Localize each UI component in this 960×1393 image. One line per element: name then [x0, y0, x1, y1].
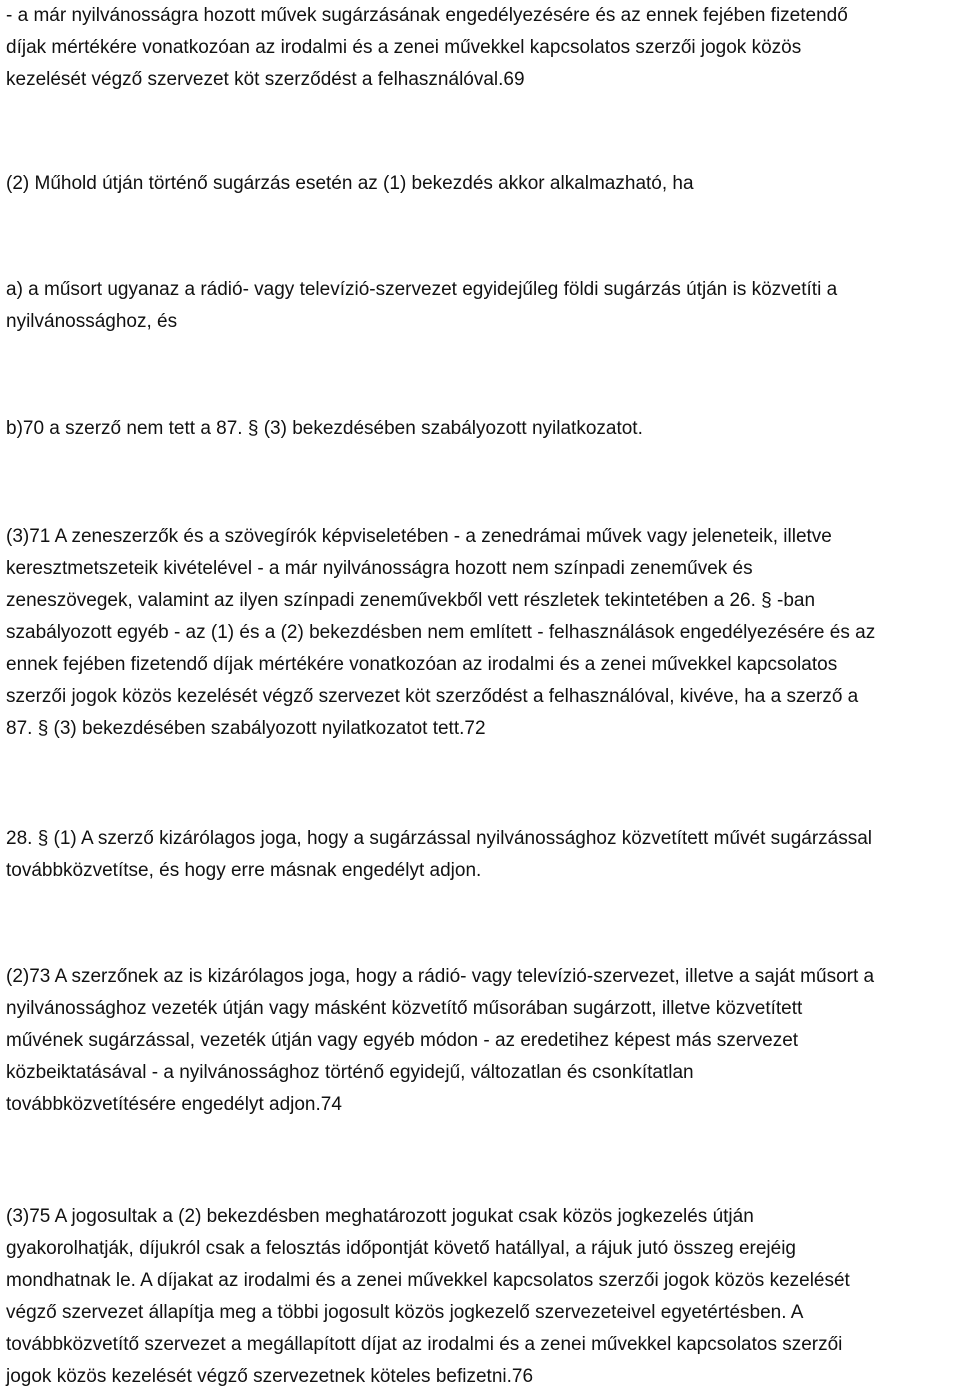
text-line: 28. § (1) A szerző kizárólagos joga, hogy a sugárzással nyilvánossághoz közvetített művét sugárzással — [6, 828, 873, 849]
text-line: ennek fejében fizetendő díjak mértékére vonatkozóan az irodalmi és a zenei művekkel kapcsolatos — [6, 654, 838, 675]
paragraph-28 — [6, 823, 958, 887]
text-line: - a már nyilvánosságra hozott művek sugárzásának engedélyezésére és az ennek fejében fizetendő — [6, 5, 848, 26]
text-line: (3)71 A zeneszerzők és a szövegírók képviseletében - a zenedrámai művek vagy jeleneteik, illetve — [6, 526, 832, 547]
text-line: szabályozott egyéb - az (1) és a (2) bekezdésben nem említett - felhasználások engedélyezésére és az — [6, 622, 876, 643]
text-line: közbeiktatásával - a nyilvánossághoz történő egyidejű, változatlan és csonkítatlan — [6, 1062, 694, 1083]
text-line: továbbközvetítésére engedélyt adjon.74 — [6, 1094, 342, 1115]
paragraph-28-2 — [6, 961, 958, 1121]
text-line: nyilvánossághoz, és — [6, 311, 178, 332]
text-line: (2) Műhold útján történő sugárzás esetén az (1) bekezdés akkor alkalmazható, ha — [6, 173, 694, 194]
paragraph-b — [6, 413, 958, 445]
paragraph-continuation — [6, 0, 958, 96]
text-line: szerzői jogok közös kezelését végző szervezet köt szerződést a felhasználóval, kivéve, ha a szerző a — [6, 686, 859, 707]
text-line: továbbközvetítő szervezet a megállapított díjat az irodalmi és a zenei művekkel kapcsolatos szerzői — [6, 1334, 843, 1355]
text-line: végző szervezet állapítja meg a többi jogosult közös jogkezelő szervezeteivel egyetértésben. A — [6, 1302, 804, 1323]
text-line: b)70 a szerző nem tett a 87. § (3) bekezdésében szabályozott nyilatkozatot. — [6, 418, 643, 439]
text-line: (3)75 A jogosultak a (2) bekezdésben meghatározott jogukat csak közös jogkezelés útján — [6, 1206, 754, 1227]
paragraph-3 — [6, 521, 958, 745]
text-line: (2)73 A szerzőnek az is kizárólagos joga, hogy a rádió- vagy televízió-szervezet, illetve a saját műsort a — [6, 966, 875, 987]
text-line: zeneszövegek, valamint az ilyen színpadi zeneművekből vett részletek tekintetében a 26. § -ban — [6, 590, 816, 611]
text-line: jogok közös kezelését végző szervezetnek köteles befizetni.76 — [6, 1366, 534, 1387]
text-line: továbbközvetítse, és hogy erre másnak engedélyt adjon. — [6, 860, 482, 881]
text-line: mondhatnak le. A díjakat az irodalmi és a zenei művekkel kapcsolatos szerzői jogok közös kezelését — [6, 1270, 850, 1291]
text-line: keresztmetszeteik kivételével - a már nyilvánosságra hozott nem színpadi zeneművek és — [6, 558, 753, 579]
text-line: kezelését végző szervezet köt szerződést a felhasználóval.69 — [6, 69, 525, 90]
text-line: művének sugárzással, vezeték útján vagy egyéb módon - az eredetihez képest más szervezet — [6, 1030, 799, 1051]
text-line: a) a műsort ugyanaz a rádió- vagy televízió-szervezet egyidejűleg földi sugárzás útján is közvetíti a — [6, 279, 838, 300]
text-line: díjak mértékére vonatkozóan az irodalmi és a zenei művekkel kapcsolatos szerzői jogok közös — [6, 37, 802, 58]
paragraph-a — [6, 274, 958, 338]
text-line: 87. § (3) bekezdésében szabályozott nyilatkozatot tett.72 — [6, 718, 486, 739]
text-line: nyilvánossághoz vezeték útján vagy másként közvetítő műsorában sugárzott, illetve közvetített — [6, 998, 803, 1019]
paragraph-28-3 — [6, 1201, 958, 1393]
text-line: gyakorolhatják, díjukról csak a felosztás időpontját követő hatállyal, a rájuk jutó összeg erejéig — [6, 1238, 796, 1259]
paragraph-2 — [6, 168, 958, 200]
